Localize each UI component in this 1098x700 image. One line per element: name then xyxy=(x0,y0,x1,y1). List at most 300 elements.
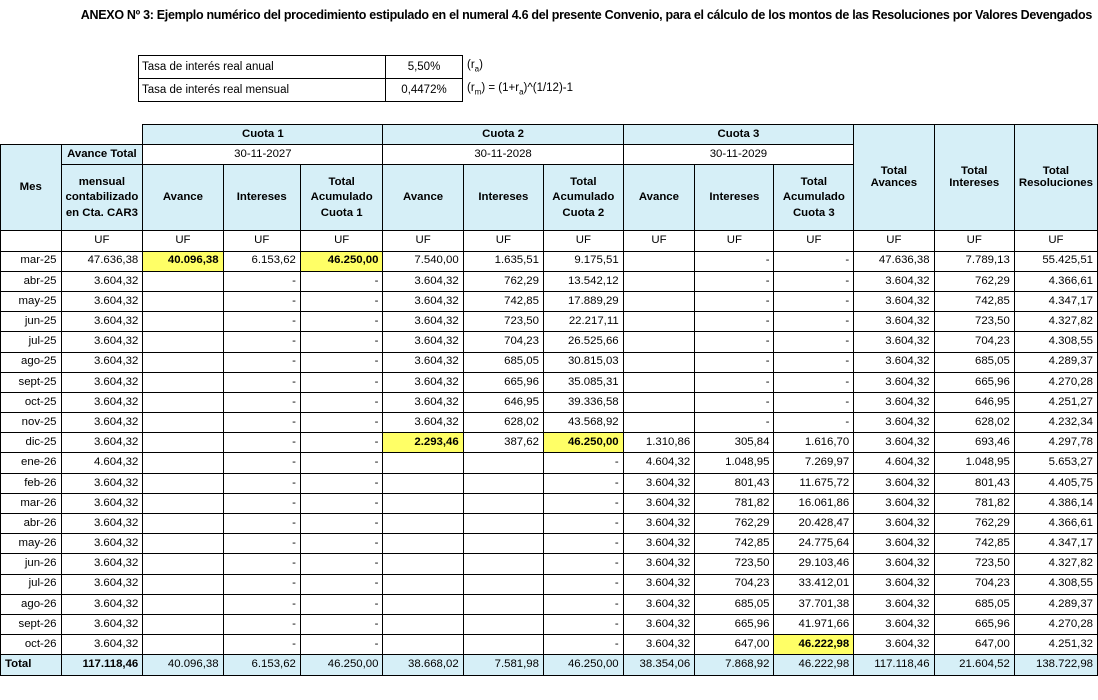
value-cell: 801,43 xyxy=(934,473,1014,493)
value-cell: 4.386,14 xyxy=(1014,493,1097,513)
value-cell: 3.604,32 xyxy=(854,594,934,614)
value-cell: - xyxy=(223,312,300,332)
param-value: 0,4472% xyxy=(386,79,463,102)
value-cell: 801,43 xyxy=(695,473,774,493)
value-cell: - xyxy=(300,574,383,594)
value-cell: 3.604,32 xyxy=(383,372,463,392)
formula-annual: $(r_a)$ xyxy=(467,59,483,74)
value-cell: 3.604,32 xyxy=(61,493,143,513)
month-cell: oct-25 xyxy=(1,392,62,412)
value-cell: 3.604,32 xyxy=(61,574,143,594)
units-row xyxy=(1,231,1098,251)
value-cell: 11.675,72 xyxy=(774,473,854,493)
value-cell: 37.701,38 xyxy=(774,594,854,614)
value-cell: 723,50 xyxy=(463,312,543,332)
unit-cell: UF xyxy=(695,231,774,251)
value-cell xyxy=(623,332,695,352)
total-cell: 40.096,38 xyxy=(143,655,223,675)
value-cell: 4.604,32 xyxy=(623,453,695,473)
value-cell xyxy=(383,514,463,534)
value-cell: 781,82 xyxy=(934,493,1014,513)
value-cell: 665,96 xyxy=(934,614,1014,634)
value-cell: - xyxy=(300,493,383,513)
value-cell: 3.604,32 xyxy=(61,514,143,534)
value-cell: 4.270,28 xyxy=(1014,372,1097,392)
value-cell: 22.217,11 xyxy=(543,312,623,332)
avance-header: Avance xyxy=(383,165,463,231)
value-cell xyxy=(143,453,223,473)
value-cell: 704,23 xyxy=(934,332,1014,352)
month-cell: feb-26 xyxy=(1,473,62,493)
value-cell: 3.604,32 xyxy=(623,493,695,513)
intereses-header: Intereses xyxy=(223,165,300,231)
value-cell: 3.604,32 xyxy=(383,291,463,311)
unit-cell: UF xyxy=(300,231,383,251)
main-table xyxy=(0,124,1098,676)
month-cell: sept-25 xyxy=(1,372,62,392)
value-cell xyxy=(143,413,223,433)
value-cell: - xyxy=(223,291,300,311)
value-cell: 41.971,66 xyxy=(774,614,854,634)
value-cell: 723,50 xyxy=(695,554,774,574)
total-cell: 117.118,46 xyxy=(854,655,934,675)
value-cell xyxy=(143,574,223,594)
avance-total-header: Avance Total xyxy=(61,145,143,165)
value-cell: - xyxy=(300,453,383,473)
formula-monthly: $(r_m)$ = $(1+r_a)\^{}(1/12)-1$ xyxy=(467,82,574,97)
value-cell: - xyxy=(695,271,774,291)
value-cell: - xyxy=(543,514,623,534)
value-cell xyxy=(143,554,223,574)
value-cell: 4.366,61 xyxy=(1014,271,1097,291)
total-cell: 21.604,52 xyxy=(934,655,1014,675)
value-cell xyxy=(143,271,223,291)
value-cell: - xyxy=(543,614,623,634)
value-cell: - xyxy=(543,594,623,614)
value-cell: 24.775,64 xyxy=(774,534,854,554)
value-cell xyxy=(143,392,223,412)
month-cell: may-26 xyxy=(1,534,62,554)
value-cell xyxy=(143,433,223,453)
value-cell: - xyxy=(543,635,623,655)
value-cell: - xyxy=(223,574,300,594)
value-cell: 646,95 xyxy=(463,392,543,412)
value-cell: 742,85 xyxy=(934,291,1014,311)
value-cell: - xyxy=(695,352,774,372)
value-cell xyxy=(623,372,695,392)
value-cell: 3.604,32 xyxy=(623,594,695,614)
value-cell: 3.604,32 xyxy=(623,534,695,554)
value-cell: 7.540,00 xyxy=(383,251,463,271)
value-cell xyxy=(143,514,223,534)
value-cell: 3.604,32 xyxy=(61,614,143,634)
value-cell xyxy=(383,493,463,513)
value-cell: 3.604,32 xyxy=(61,271,143,291)
value-cell: - xyxy=(223,635,300,655)
value-cell: 3.604,32 xyxy=(854,574,934,594)
param-value: 5,50% xyxy=(386,56,463,79)
value-cell: - xyxy=(774,392,854,412)
value-cell: - xyxy=(300,352,383,372)
value-cell xyxy=(143,352,223,372)
value-cell: 4.604,32 xyxy=(61,453,143,473)
total-cell: 117.118,46 xyxy=(61,655,143,675)
value-cell: 4.308,55 xyxy=(1014,574,1097,594)
intereses-header: Intereses xyxy=(463,165,543,231)
value-cell: 3.604,32 xyxy=(61,392,143,412)
value-cell: 762,29 xyxy=(934,514,1014,534)
value-cell: - xyxy=(223,271,300,291)
mes-header: Mes xyxy=(1,145,62,231)
value-cell: 4.347,17 xyxy=(1014,534,1097,554)
unit-cell: UF xyxy=(1014,231,1097,251)
value-cell: 3.604,32 xyxy=(623,574,695,594)
value-cell: 46.250,00 xyxy=(300,251,383,271)
value-cell: 3.604,32 xyxy=(61,554,143,574)
total-resoluciones-header: Total Resoluciones xyxy=(1014,125,1097,231)
value-cell xyxy=(463,514,543,534)
value-cell: 4.232,34 xyxy=(1014,413,1097,433)
value-cell: - xyxy=(774,352,854,372)
value-cell: 35.085,31 xyxy=(543,372,623,392)
cuota2-header: Cuota 2 xyxy=(383,125,623,145)
value-cell: 665,96 xyxy=(695,614,774,634)
value-cell: - xyxy=(300,312,383,332)
value-cell: 4.347,17 xyxy=(1014,291,1097,311)
value-cell xyxy=(623,392,695,412)
value-cell: 693,46 xyxy=(934,433,1014,453)
value-cell: 4.604,32 xyxy=(854,453,934,473)
value-cell: 3.604,32 xyxy=(61,534,143,554)
value-cell: - xyxy=(300,554,383,574)
value-cell: - xyxy=(695,291,774,311)
unit-cell xyxy=(1,231,62,251)
total-intereses-header: Total Intereses xyxy=(934,125,1014,231)
value-cell: 647,00 xyxy=(695,635,774,655)
value-cell: 647,00 xyxy=(934,635,1014,655)
month-cell: abr-26 xyxy=(1,514,62,534)
value-cell: 4.251,32 xyxy=(1014,635,1097,655)
value-cell: - xyxy=(223,433,300,453)
value-cell: - xyxy=(774,332,854,352)
value-cell: - xyxy=(300,332,383,352)
total-cell: 138.722,98 xyxy=(1014,655,1097,675)
value-cell: 704,23 xyxy=(463,332,543,352)
value-cell: 7.269,97 xyxy=(774,453,854,473)
value-cell xyxy=(463,614,543,634)
value-cell: 3.604,32 xyxy=(61,413,143,433)
value-cell: 3.604,32 xyxy=(854,514,934,534)
table-row xyxy=(1,574,1098,594)
value-cell: 16.061,86 xyxy=(774,493,854,513)
value-cell: - xyxy=(774,271,854,291)
value-cell: - xyxy=(223,352,300,372)
value-cell xyxy=(143,594,223,614)
value-cell: 685,05 xyxy=(695,594,774,614)
month-cell: abr-25 xyxy=(1,271,62,291)
month-cell: oct-26 xyxy=(1,635,62,655)
table-row xyxy=(1,594,1098,614)
value-cell: 46.222,98 xyxy=(774,635,854,655)
value-cell: 5.653,27 xyxy=(1014,453,1097,473)
total-acumulado-1-header: Total Acumulado Cuota 1 xyxy=(300,165,383,231)
value-cell: 3.604,32 xyxy=(383,332,463,352)
document-title: ANEXO Nº 3: Ejemplo numérico del procedimiento estipulado en el numeral 4.6 del presente Convenio, para el cálculo de los montos de las Resoluciones por Valores Devengados xyxy=(80,8,1092,22)
value-cell: 4.327,82 xyxy=(1014,312,1097,332)
value-cell xyxy=(463,493,543,513)
table-row xyxy=(1,291,1098,311)
value-cell: 762,29 xyxy=(463,271,543,291)
value-cell: 4.327,82 xyxy=(1014,554,1097,574)
value-cell: 4.289,37 xyxy=(1014,594,1097,614)
value-cell: 3.604,32 xyxy=(623,635,695,655)
value-cell xyxy=(463,554,543,574)
table-row xyxy=(1,514,1098,534)
value-cell: - xyxy=(223,453,300,473)
value-cell: 4.366,61 xyxy=(1014,514,1097,534)
value-cell xyxy=(143,614,223,634)
value-cell: 685,05 xyxy=(934,594,1014,614)
value-cell: 3.604,32 xyxy=(854,392,934,412)
cuota1-date: 30-11-2027 xyxy=(143,145,383,165)
value-cell: 742,85 xyxy=(934,534,1014,554)
table-row xyxy=(1,372,1098,392)
value-cell: 3.604,32 xyxy=(854,614,934,634)
total-cell: 6.153,62 xyxy=(223,655,300,675)
total-acumulado-3-header: Total Acumulado Cuota 3 xyxy=(774,165,854,231)
value-cell: - xyxy=(543,473,623,493)
param-row-monthly xyxy=(139,79,463,102)
value-cell: 1.048,95 xyxy=(934,453,1014,473)
value-cell: 3.604,32 xyxy=(854,635,934,655)
value-cell: 26.525,66 xyxy=(543,332,623,352)
value-cell xyxy=(463,635,543,655)
value-cell: 3.604,32 xyxy=(623,473,695,493)
value-cell: 646,95 xyxy=(934,392,1014,412)
month-cell: mar-26 xyxy=(1,493,62,513)
param-label: Tasa de interés real anual xyxy=(139,56,386,79)
value-cell: 3.604,32 xyxy=(854,473,934,493)
table-row xyxy=(1,251,1098,271)
cuota2-date: 30-11-2028 xyxy=(383,145,623,165)
month-cell: jul-26 xyxy=(1,574,62,594)
month-cell: jul-25 xyxy=(1,332,62,352)
value-cell xyxy=(463,594,543,614)
value-cell: - xyxy=(695,312,774,332)
value-cell: - xyxy=(223,493,300,513)
value-cell: 628,02 xyxy=(934,413,1014,433)
table-row xyxy=(1,534,1098,554)
unit-cell: UF xyxy=(143,231,223,251)
value-cell: 3.604,32 xyxy=(61,312,143,332)
value-cell: - xyxy=(223,473,300,493)
unit-cell: UF xyxy=(61,231,143,251)
total-cell: 46.222,98 xyxy=(774,655,854,675)
value-cell: 3.604,32 xyxy=(854,534,934,554)
value-cell: - xyxy=(300,614,383,634)
value-cell: 3.604,32 xyxy=(854,433,934,453)
value-cell: 4.308,55 xyxy=(1014,332,1097,352)
value-cell xyxy=(143,493,223,513)
value-cell: - xyxy=(223,392,300,412)
value-cell: 47.636,38 xyxy=(854,251,934,271)
value-cell: 29.103,46 xyxy=(774,554,854,574)
value-cell: 704,23 xyxy=(934,574,1014,594)
value-cell: - xyxy=(774,312,854,332)
value-cell: 781,82 xyxy=(695,493,774,513)
table-row xyxy=(1,493,1098,513)
value-cell xyxy=(383,574,463,594)
cuota3-date: 30-11-2029 xyxy=(623,145,854,165)
value-cell: 3.604,32 xyxy=(383,352,463,372)
value-cell: 3.604,32 xyxy=(623,554,695,574)
total-avances-header: Total Avances xyxy=(854,125,934,231)
value-cell: - xyxy=(300,433,383,453)
value-cell: 3.604,32 xyxy=(61,352,143,372)
month-cell: mar-25 xyxy=(1,251,62,271)
value-cell: 4.289,37 xyxy=(1014,352,1097,372)
table-row xyxy=(1,554,1098,574)
value-cell: - xyxy=(543,554,623,574)
value-cell xyxy=(623,271,695,291)
table-row xyxy=(1,473,1098,493)
value-cell: 3.604,32 xyxy=(854,332,934,352)
table-row xyxy=(1,312,1098,332)
total-label: Total xyxy=(1,655,62,675)
value-cell: 43.568,92 xyxy=(543,413,623,433)
value-cell: 3.604,32 xyxy=(854,352,934,372)
month-cell: may-25 xyxy=(1,291,62,311)
month-cell: dic-25 xyxy=(1,433,62,453)
value-cell: 40.096,38 xyxy=(143,251,223,271)
value-cell: 387,62 xyxy=(463,433,543,453)
value-cell: - xyxy=(223,614,300,634)
value-cell: 47.636,38 xyxy=(61,251,143,271)
value-cell: 3.604,32 xyxy=(854,372,934,392)
month-cell: sept-26 xyxy=(1,614,62,634)
unit-cell: UF xyxy=(383,231,463,251)
value-cell: 3.604,32 xyxy=(61,473,143,493)
value-cell: 39.336,58 xyxy=(543,392,623,412)
table-row xyxy=(1,271,1098,291)
param-label: Tasa de interés real mensual xyxy=(139,79,386,102)
value-cell: 723,50 xyxy=(934,312,1014,332)
value-cell xyxy=(463,574,543,594)
value-cell: 46.250,00 xyxy=(543,433,623,453)
table-row xyxy=(1,352,1098,372)
value-cell: - xyxy=(695,413,774,433)
value-cell: 2.293,46 xyxy=(383,433,463,453)
table-row xyxy=(1,614,1098,634)
month-cell: jun-26 xyxy=(1,554,62,574)
value-cell: - xyxy=(223,332,300,352)
value-cell: 20.428,47 xyxy=(774,514,854,534)
value-cell: 1.310,86 xyxy=(623,433,695,453)
value-cell: - xyxy=(223,514,300,534)
value-cell: 3.604,32 xyxy=(61,635,143,655)
value-cell: 723,50 xyxy=(934,554,1014,574)
value-cell: - xyxy=(300,291,383,311)
value-cell xyxy=(143,473,223,493)
value-cell: 1.616,70 xyxy=(774,433,854,453)
month-cell: jun-25 xyxy=(1,312,62,332)
value-cell: - xyxy=(300,473,383,493)
value-cell: 3.604,32 xyxy=(854,271,934,291)
value-cell: - xyxy=(695,251,774,271)
value-cell: - xyxy=(300,392,383,412)
value-cell xyxy=(143,332,223,352)
total-cell: 46.250,00 xyxy=(300,655,383,675)
value-cell: 3.604,32 xyxy=(854,493,934,513)
total-row xyxy=(1,655,1098,675)
value-cell: 55.425,51 xyxy=(1014,251,1097,271)
total-cell: 38.354,06 xyxy=(623,655,695,675)
params-table xyxy=(138,55,463,102)
intereses-header: Intereses xyxy=(695,165,774,231)
value-cell: 665,96 xyxy=(934,372,1014,392)
value-cell: 6.153,62 xyxy=(223,251,300,271)
value-cell: 3.604,32 xyxy=(383,413,463,433)
avance-header: Avance xyxy=(623,165,695,231)
unit-cell: UF xyxy=(934,231,1014,251)
total-cell: 7.868,92 xyxy=(695,655,774,675)
value-cell: 3.604,32 xyxy=(383,392,463,412)
total-acumulado-2-header: Total Acumulado Cuota 2 xyxy=(543,165,623,231)
value-cell xyxy=(383,534,463,554)
value-cell: 33.412,01 xyxy=(774,574,854,594)
unit-cell: UF xyxy=(543,231,623,251)
value-cell xyxy=(383,614,463,634)
month-cell: ene-26 xyxy=(1,453,62,473)
value-cell: 7.789,13 xyxy=(934,251,1014,271)
cuota1-header: Cuota 1 xyxy=(143,125,383,145)
value-cell: 3.604,32 xyxy=(854,291,934,311)
value-cell: 762,29 xyxy=(934,271,1014,291)
avance-header: Avance xyxy=(143,165,223,231)
value-cell: 742,85 xyxy=(695,534,774,554)
table-row xyxy=(1,392,1098,412)
value-cell: 305,84 xyxy=(695,433,774,453)
value-cell: - xyxy=(695,372,774,392)
value-cell: - xyxy=(543,493,623,513)
month-cell: nov-25 xyxy=(1,413,62,433)
value-cell xyxy=(623,251,695,271)
value-cell: 30.815,03 xyxy=(543,352,623,372)
value-cell: 685,05 xyxy=(463,352,543,372)
value-cell: 3.604,32 xyxy=(623,514,695,534)
table-row xyxy=(1,332,1098,352)
value-cell: - xyxy=(300,413,383,433)
total-cell: 38.668,02 xyxy=(383,655,463,675)
table-row xyxy=(1,453,1098,473)
value-cell: - xyxy=(695,392,774,412)
param-row-annual xyxy=(139,56,463,79)
value-cell xyxy=(463,534,543,554)
value-cell: 4.297,78 xyxy=(1014,433,1097,453)
value-cell: 4.405,75 xyxy=(1014,473,1097,493)
value-cell: 3.604,32 xyxy=(61,291,143,311)
unit-cell: UF xyxy=(463,231,543,251)
value-cell: - xyxy=(223,372,300,392)
month-cell: ago-26 xyxy=(1,594,62,614)
value-cell: 3.604,32 xyxy=(61,372,143,392)
value-cell: 628,02 xyxy=(463,413,543,433)
value-cell: - xyxy=(300,372,383,392)
value-cell: - xyxy=(300,514,383,534)
month-cell: ago-25 xyxy=(1,352,62,372)
value-cell xyxy=(383,473,463,493)
value-cell: 4.270,28 xyxy=(1014,614,1097,634)
